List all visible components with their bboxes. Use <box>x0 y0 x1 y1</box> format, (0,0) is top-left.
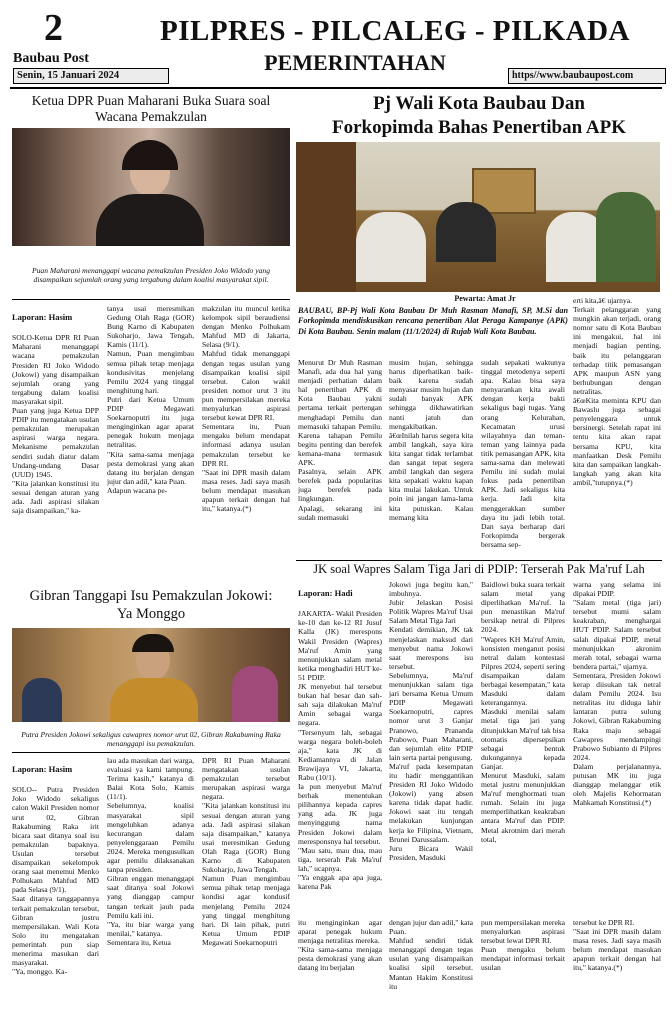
byline-puan: Laporan: Hasim <box>12 312 73 323</box>
photo-puan <box>12 128 290 246</box>
bottom-column-1: itu menginginkan agar aparat penegak hukum menjaga netralitas mereka. "Kita sama-sama menjaga pesta demokrasi yang akan datang itu berjalan <box>298 918 382 973</box>
headline-maruf: JK soal Wapres Salam Tiga Jari di PDIP: Terserah Pak Ma'ruf Lah <box>313 562 645 576</box>
section-subtitle: PEMERINTAHAN <box>264 50 446 75</box>
byline-gibran: Laporan: Hasim <box>12 764 73 775</box>
headline-apk-1: Pj Wali Kota Baubau Dan <box>373 93 585 114</box>
bottom-column-2: dengan jujur dan adil," kata Puan. Mahfud sendiri tidak menanggapi dengan tegas usulan yang disampaikan koalisi sipil tersebut. Mantan Hakim Konstitusi itu <box>389 918 473 991</box>
puan-column-3: makzulan itu muncul ketika kelompok sipil beraudiensi dengan Menko Polhukam Mahfud MD di Jakarta, Selasa (9/1). Mahfud tidak menanggapi dengan tegas usulan yang disampaikan koalisi sipil tersebut. Calon wakil presiden nomor urut 3 itu pun mempersilakan mereka menyalurkan aspirasi tersebut kewat DPR RI. Sementara itu, Puan mengaku belum mendapat informasi adanya usulan pemakzulan tersebut ke DPR RI. "Saat ini DPR masih dalam masa reses. Jadi saya masih belum mendapat masukan apapun terkait dengan hal itu," katanya.(*) <box>202 304 290 514</box>
puan-text-1: SOLO-Ketua DPR RI Puan Maharani menanggapi wacana pemakzulan Presiden RI Joko Widodo (Jokowi) yang disampaikan sejumlah orang yang tergabung dalam koalisi masyarakat sipil. Puan yang juga Ketua DPP PDIP itu mengatakan usulan pemakzulan merupakan aspirasi warga negara. Mekanisme pemakzulan sendiri sudah diatur dalam Undang-undang Dasar (UUD) 1945. "Kita jalankan konstitusi itu sesuai dengan aturan yang ada. Jadi aspirasi silakan saja disampaikan," ka- <box>12 333 99 516</box>
photo-apk-meeting <box>296 142 660 292</box>
caption-apk: BAUBAU, BP-Pj Wali Kota Baubau Dr Muh Rasman Manafi, SP, M.Si dan Forkopimda mendiskusikan rencana penertiban Alat Peraga Kampanye (APK) Di Kota Baubau. Senin malam (11/1/2024) di Rujab Wali Kota Baubau. <box>298 306 568 336</box>
brand-name: Baubau Post <box>13 51 89 66</box>
page-number: 2 <box>44 7 63 49</box>
maruf-text-1: JAKARTA- Wakil Presiden ke-10 dan ke-12 RI Jusuf Kalla (JK) merespons Wakil Presiden (Wapres) Ma'ruf Amin yang menunjukkan salam metal ketika menghadiri HUT ke-51 PDIP. JK menyebut hal tersebut bukan hal besar dan sah-sah saja dilakukan Ma'ruf Amin sebagai warga negara. "Tersenyum lah, sebagai warga negara boleh-boleh aja," kata JK di Kediamannya di Jalan Brawijaya VI, Jakarta, Rabu (10/1). Ia pun menyebut Ma'ruf berhak menentukan pilihannya kepada capres yang ada. JK juga menyinggung nama Presiden Jokowi dalam meresponsnya hal tersebut. "Mau satu, mau dua, mau tiga, terserah Pak Ma'ruf lah," ucapnya. "Ya enggak apa apa juga, karena Pak <box>298 609 382 892</box>
gibran-column-2: lau ada masukan dari warga, evaluasi ya kami tampung. Terima kasih," katanya di Balai Kota Solo, Kamis (11/1). Sebelumnya, koalisi masyarakat sipil mengeluhkan adanya kecurangan dalam penyelenggaraan Pemilu 2024. Mereka mengusulkan agar pemilu dilaksanakan tanpa presiden. Gibran enggan menanggapi saat ditanya soal Jokowi yang dianggap campur tangan terkait jauh pada Pemilu kali ini. "Ya, itu biar warga yang menilai," katanya. Sementara itu, Ketua <box>107 756 194 947</box>
gibran-column-3: DPR RI Puan Maharani mengatakan usulan pemakzulan tersebut merupakan aspirasi warga negara. "Kita jalankan konstitusi itu sesuai dengan aturan yang ada. Jadi aspirasi silakan saja disampaikan," katanya usai meresmikan Gedung Olah Raga (GOR) Bung Karno di Kabupaten Sukoharjo, Jawa Tengah. Namun Puan mengimbau semua pihak tetap menjaga kondisi agar kondusif menjelang Pemilu 2024 yang tinggal menghitung hari. Di lain pihak, putri Ketua Umum PDIP Megawati Soekarnoputri <box>202 756 290 947</box>
maruf-column-4: warna yang selama ini dipakai PDIP. "Salam metal (tiga jari) tersebut mumi salam keakraban, menghargai HUT PDIP. Salam tersebut salah dipakai PDIP, metal menunjukkan akronim merah total, sebagai warna bendera partai," ujarnya. Sementara, Presiden Jokowi kerap diisukan tak netral dalam Pemilu 2024. Isu netralitas itu diduga lahir lantaran putra sulung Jokowi, Gibran Rakabuming Raka maju sebagai Cawapres mendampingi Prabowo Subianto di Pilpres 2024. Dalam perjalanannya, putusan MK itu juga dianggap melanggar etik oleh Majelis Kehormatan Mahkamah Konstitusi.(*) <box>573 580 661 808</box>
section-title: PILPRES - PILCALEG - PILKADA <box>160 15 630 47</box>
puan-column-2: tanya usai meresmikan Gedung Olah Raga (GOR) Bung Karno di Kabupaten Sukoharjo, Jawa Tengah, Kamis (11/1). Namun, Puan mengimbau semua pihak tetap menjaga kondusivitas menjelang Pemilu 2024 yang tinggal menghitung hari. Putri dari Ketua Umum PDIP Megawati Soekarnoputri itu juga menginginkan agar aparat penegak hukum menjaga netralitas. "Kita sama-sama menjaga pesta demokrasi yang akan datang itu berjalan dengan jujur dan adil," kata Puan. Adapun wacana pe- <box>107 304 194 495</box>
masthead-rule <box>10 87 662 89</box>
headline-puan: Ketua DPR Puan Maharani Buka Suara soal Wacana Pemakzulan <box>31 93 271 124</box>
byline-maruf: Laporan: Hadi <box>298 588 353 599</box>
divider-gibran <box>12 752 290 753</box>
apk-column-4: erti kita,â€ ujarnya. Terkait pelanggaran yang mungkin akan terjadi, orang nomor satu di Kota Baubau ini mengakui, hal ini menjadi bagian penting, baik itu pelanggaran terhadap titik pemasangan APK maupun ASN yang berhubungan dengan netralitas. â€œKita meminta KPU dan Bawaslu juga sebagai penyelenggara untuk bersinergi. Setelah rapat ini tentu kita akan rapat bersama KPU, kita manfaatkan Desk Pemilu kita dan sampaikan langkah-langkah yang akan kita ambil,"tutupnya.(*) <box>573 296 661 487</box>
puan-column-1 <box>12 304 99 586</box>
website-url[interactable]: https//www.baubaupost.com <box>508 68 666 84</box>
caption-puan: Puan Maharani menanggapi wacana pemakzulan Presiden Joko Widodo yang disampaikan sejumlah orang yang tergabung dalam koalisi masyarakat sipil. <box>31 266 271 284</box>
gibran-column-1 <box>12 756 99 1006</box>
apk-column-3: sudah sepakati waktunya tinggal metodenya seperti apa. Kalau bisa saya menyarankan kita awali dengan kerja bakti sekaligus bagi tugas. Yang orang Kelurahan, Kecamatan urusi wilayahnya dan teman-teman yang lainnya pada titik pemasangan APK, kita sama-sama dan melewati Pemilu ini sudah mulai fokus pada penertiban APK. Jadi sekaligus kita kerja. Jadi kita menggerakkan sumber daya itu jadi lebih total. Dan saya berharap dari Forkopimda bergerak bersama sep- <box>481 358 565 549</box>
divider-maruf <box>296 560 662 561</box>
maruf-column-1 <box>298 580 382 910</box>
maruf-column-2: Jokowi juga begitu kan," imbuhnya. Jubir Jelaskan Posisi Politik Wapres Ma'ruf Usai Salam Metal Tiga Jari Kendati demikian, JK tak menjelaskan maksud dari menyebut nama Jokowi saat merespons isu tersebut. Sebelumnya, Ma'ruf menunjukkan salam tiga jari bersama Ketua Umum PDIP Megawati Soekarnoputri, capres nomor urut 3 Ganjar Pranowo, Prananda Prabowo, Puan Maharani, dan sejumlah elite PDIP lain serta partai pengusung. Ma'ruf pada kesempatan itu hadir menggantikan Presiden RI Joko Widodo (Jokowi) yang absen karena tidak dapat hadir. Jokowi saat itu tengah melakukan kunjungan kerja ke Filipina, Vietnam, Brunei Darussalam. Juru Bicara Wakil Presiden, Masduki <box>389 580 473 862</box>
apk-column-1: Menurut Dr Muh Rasman Manafi, ada dua hal yang menjadi perhatian dalam hal penertiban APK di Kota Baubau yakni pertama terkait pertengan menghadapi Pemilu dan memasuki tahapan Pemilu. Karena tahapan Pemilu begitu penting dan berefek kemana-mana termasuk APK. Pasalnya, selain APK berefek pada popularitas juga berefek pada lingkungan. Apalagi, sekarang ini sudah memasuki <box>298 358 382 522</box>
photo-credit-apk: Pewarta: Amat Jr <box>454 294 516 303</box>
bottom-column-3: pun mempersilakan mereka menyalurkan aspirasi tersebut lewat DPR RI. Puan mengaku belum mendapat informasi terkait usulan <box>481 918 565 973</box>
photo-gibran <box>12 628 290 722</box>
headline-gibran-2: Ya Monggo <box>116 606 186 622</box>
caption-gibran: Putra Presiden Jokowi sekaligus cawapres nomor urut 02, Gibran Rakabuming Raka menanggapi isu pemakzulan. <box>21 730 281 748</box>
apk-column-2: musim hujan, sehingga harus diperhatikan baik-baik karena sudah menyasar musim hujan dan sudah banyak APK sehingga dikhawatirkan nanti jatuh dan mengakibatkan. â€œInilah harus segera kita ambil langkah, saya kira kita sangat tidak terlambat dan sangat tepat segera ambil langkah dan segera kita sepakati waktu kapan kita mulai lakukan. Untuk poin ini jangan lama-lama kita putuskan. Kalau memang kita <box>389 358 473 522</box>
headline-gibran-1: Gibran Tanggapi Isu Pemakzulan Jokowi: <box>29 588 273 604</box>
headline-apk-2: Forkopimda Bahas Penertiban APK <box>332 117 626 138</box>
gibran-text-1: SOLO-- Putra Presiden Joko Widodo sekaligus calon Wakil Presiden nomor urut 02, Gibran Rakabuming Raka irit bicara saat ditanya soal isu pemakzulan bapaknya. Usulan tersebut disampaikan sekelompok orang saat menemui Menko Polhukam Mahfud MD pada Selasa (9/1). Saat ditanya tanggapannya terkait pemakzulan tersebut, Gibran justru mempersilakan. Wali Kota Solo itu mengatakan pemerintah pun siap menerima masukan dari masyarakat. "Ya, monggo. Ka- <box>12 785 99 977</box>
bottom-column-4: tersebut ke DPR RI. "Saat ini DPR masih dalam masa reses. Jadi saya masih belum mendapat masukan apapun terkait dengan hal itu," katanya.(*) <box>573 918 661 973</box>
maruf-column-3: Baidlowi buka suara terkait salam metal yang diperlihatkan Ma'ruf. Ia pun menastikan Ma'ruf bersikap netral di Pilpres 2024. "Wapres KH Ma'ruf Amin, konsisten menganut posisi netral dalam kontestasi Pilpres 2024, seperti sering disampaikan dalam berbagai kesempatan," kata Masduki dalam keterangannya. Masduki menilai salam metal tiga jari yang ditunjukkan Ma'ruf tak bisa otomatis dipersepsikan sebagai bentuk dukungannya kepada Ganjar. Menurut Masduki, salam metal justru menunjukkan Ma'ruf menghormati tuan rumah. Selain itu juga memperlihatkan keakraban antara Ma'ruf dan PDIP. Metal akrotnim dari merah total, <box>481 580 565 844</box>
divider-puan <box>12 299 290 300</box>
edition-date: Senin, 15 Januari 2024 <box>13 68 169 84</box>
